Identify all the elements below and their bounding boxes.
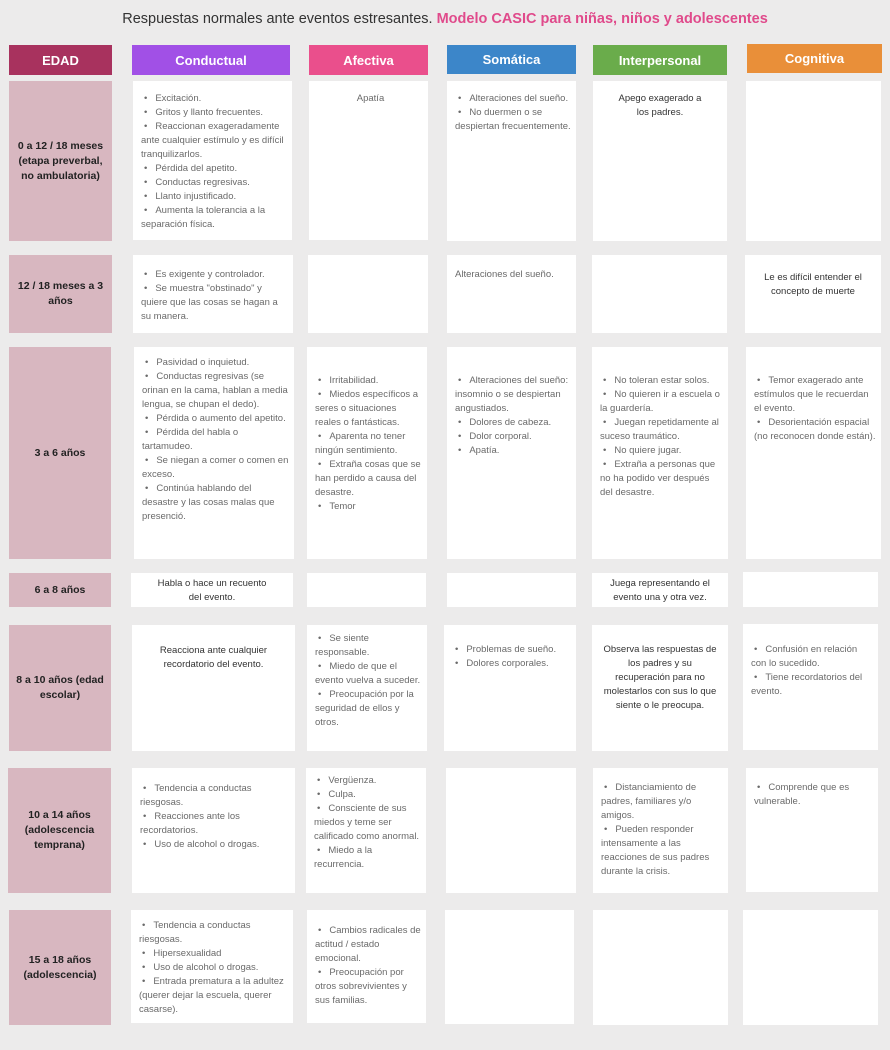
cell-0-conductual xyxy=(133,81,292,240)
header-somatica: Somática xyxy=(447,45,576,74)
list-item: • Pueden responder intensamente a las reacciones de sus padres durante la crisis. xyxy=(601,823,724,879)
list-item: • Continúa hablando del desastre y las cosas malas que presenció. xyxy=(142,482,290,524)
list-item: • Conductas regresivas. xyxy=(141,176,288,190)
list-item: • Conductas regresivas (se orinan en la cama, hablan a media lengua, se chupan el dedo). xyxy=(142,370,290,412)
list-item: • Dolores corporales. xyxy=(452,657,572,671)
list-item: • Distanciamiento de padres, familiares y/o amigos. xyxy=(601,781,724,823)
list-item: • Uso de alcohol o drogas. xyxy=(139,961,289,975)
list-item: • Cambios radicales de actitud / estado emocional. xyxy=(315,924,422,966)
list-2-afectiva xyxy=(315,374,423,514)
cell-2-afectiva xyxy=(307,347,427,559)
list-5-interpersonal xyxy=(601,781,724,879)
list-item: • Culpa. xyxy=(314,788,422,802)
cell-1-cognitiva xyxy=(745,255,881,333)
list-6-conductual xyxy=(139,919,289,1017)
cell-5-cognitiva xyxy=(746,768,878,892)
cell-1-conductual xyxy=(133,255,293,333)
list-item: • Tiene recordatorios del evento. xyxy=(751,671,874,699)
list-item: • Pérdida o aumento del apetito. xyxy=(142,412,290,426)
list-item: • Tendencia a conductas riesgosas. xyxy=(140,782,291,810)
list-item: • Se niegan a comer o comen en exceso. xyxy=(142,454,290,482)
age-3-6-anos: 3 a 6 años xyxy=(9,347,111,559)
list-item: • Hipersexualidad xyxy=(139,947,289,961)
header-afectiva: Afectiva xyxy=(309,45,428,75)
cell-2-conductual xyxy=(134,347,294,559)
list-item: • Extraña a personas que no ha podido ver después del desastre. xyxy=(600,458,724,500)
list-item: • Extraña cosas que se han perdido a causa del desastre. xyxy=(315,458,423,500)
text-4-interpersonal: Observa las respuestas de los padres y su recuperación para no molestarlos con sus lo que siente o le preocupa. xyxy=(603,644,717,711)
cell-6-afectiva xyxy=(307,910,426,1023)
list-item: • No quieren ir a escuela o la guardería. xyxy=(600,388,724,416)
header-conductual: Conductual xyxy=(132,45,290,75)
cell-5-afectiva xyxy=(306,768,426,893)
list-item: • Preocupación por la seguridad de ellos y otros. xyxy=(315,688,423,730)
list-item: • Dolores de cabeza. xyxy=(455,416,572,430)
cell-4-afectiva xyxy=(307,625,427,751)
cell-2-interpersonal xyxy=(592,347,728,559)
cell-4-cognitiva xyxy=(743,624,878,750)
list-item: • Llanto injustificado. xyxy=(141,190,288,204)
cell-1-afectiva xyxy=(308,255,428,333)
cell-3-interpersonal xyxy=(592,573,728,607)
age-6-8-anos: 6 a 8 años xyxy=(9,573,111,607)
list-4-cognitiva xyxy=(751,643,874,699)
list-item: • Aparenta no tener ningún sentimiento. xyxy=(315,430,423,458)
list-item: • No quiere jugar. xyxy=(600,444,724,458)
title-prefix: Respuestas normales ante eventos estresantes. xyxy=(122,11,433,27)
list-item: • Alteraciones del sueño: insomnio o se despiertan angustiados. xyxy=(455,374,572,416)
cell-6-somatica xyxy=(445,910,574,1024)
list-item: • Vergüenza. xyxy=(314,774,422,788)
cell-3-cognitiva xyxy=(743,572,878,607)
list-4-afectiva xyxy=(315,632,423,730)
text-3-interpersonal: Juega representando el evento una y otra vez. xyxy=(610,578,710,603)
list-6-afectiva xyxy=(315,924,422,1008)
age-15-18-anos: 15 a 18 años (adolescencia) xyxy=(9,910,111,1025)
text-3-conductual: Habla o hace un recuento del evento. xyxy=(157,578,267,603)
cell-1-somatica xyxy=(447,255,576,333)
list-item: • Excitación. xyxy=(141,92,288,106)
list-item: • Desorientación espacial (no reconocen donde están). xyxy=(754,416,877,444)
cell-0-afectiva xyxy=(309,81,428,240)
list-item: • Problemas de sueño. xyxy=(452,643,572,657)
list-2-somatica xyxy=(455,374,572,458)
list-item: • Pasividad o inquietud. xyxy=(142,356,290,370)
age-0-12-meses: 0 a 12 / 18 meses (etapa preverbal, no ambulatoria) xyxy=(9,81,112,241)
header-edad: EDAD xyxy=(9,45,112,75)
age-8-10-anos: 8 a 10 años (edad escolar) xyxy=(9,625,111,751)
text-1-cognitiva: Le es difícil entender el concepto de muerte xyxy=(764,272,862,297)
cell-0-somatica xyxy=(447,81,576,241)
cell-3-afectiva xyxy=(307,573,426,607)
list-item: • Pérdida del habla o tartamudeo. xyxy=(142,426,290,454)
list-item: • Irritabilidad. xyxy=(315,374,423,388)
list-item: • Confusión en relación con lo sucedido. xyxy=(751,643,874,671)
header-cognitiva: Cognitiva xyxy=(747,44,882,73)
list-item: • Temor exagerado ante estímulos que le recuerdan el evento. xyxy=(754,374,877,416)
list-item: • Miedos específicos a seres o situaciones reales o fantásticas. xyxy=(315,388,423,430)
cell-5-somatica xyxy=(446,768,576,893)
list-item: • Uso de alcohol o drogas. xyxy=(140,838,291,852)
list-item: • Tendencia a conductas riesgosas. xyxy=(139,919,289,947)
cell-5-interpersonal xyxy=(593,768,728,893)
list-0-conductual xyxy=(141,92,288,232)
list-item: • Es exigente y controlador. xyxy=(141,268,289,282)
title-accent: Modelo CASIC para niñas, niños y adolescentes xyxy=(436,11,768,27)
text-0-interpersonal: Apego exagerado a los padres. xyxy=(618,93,702,118)
list-item: • Entrada prematura a la adultez (querer dejar la escuela, querer casarse). xyxy=(139,975,289,1017)
cell-3-somatica xyxy=(447,573,576,607)
cell-0-cognitiva xyxy=(746,81,881,241)
list-5-afectiva xyxy=(314,774,422,872)
text-1-somatica: Alteraciones del sueño. xyxy=(455,269,554,280)
cell-6-cognitiva xyxy=(743,910,878,1025)
list-item: • Juegan repetidamente al suceso traumático. xyxy=(600,416,724,444)
age-12-meses-3-anos: 12 / 18 meses a 3 años xyxy=(9,255,112,333)
header-interpersonal: Interpersonal xyxy=(593,45,727,75)
list-item: • Se siente responsable. xyxy=(315,632,423,660)
list-item: • Gritos y llanto frecuentes. xyxy=(141,106,288,120)
list-0-somatica xyxy=(455,92,572,134)
cell-6-conductual xyxy=(131,910,293,1023)
page-title xyxy=(0,11,890,27)
cell-1-interpersonal xyxy=(592,255,727,333)
list-item: • Pérdida del apetito. xyxy=(141,162,288,176)
cell-2-cognitiva xyxy=(746,347,881,559)
list-item: • Comprende que es vulnerable. xyxy=(754,781,874,809)
text-0-afectiva: Apatía xyxy=(356,93,385,104)
list-item: • Consciente de sus miedos y teme ser calificado como anormal. xyxy=(314,802,422,844)
text-4-conductual: Reacciona ante cualquier recordatorio del evento. xyxy=(159,645,268,670)
list-2-cognitiva xyxy=(754,374,877,444)
list-1-conductual xyxy=(141,268,289,324)
list-item: • Miedo a la recurrencia. xyxy=(314,844,422,872)
list-item: • Alteraciones del sueño. xyxy=(455,92,572,106)
cell-4-interpersonal xyxy=(592,625,728,751)
cell-4-somatica xyxy=(444,625,576,751)
cell-6-interpersonal xyxy=(593,910,728,1025)
list-item: • No toleran estar solos. xyxy=(600,374,724,388)
list-2-conductual xyxy=(142,356,290,524)
cell-4-conductual xyxy=(132,625,295,751)
age-10-14-anos: 10 a 14 años (adolescencia temprana) xyxy=(8,768,111,893)
cell-3-conductual xyxy=(131,573,293,607)
list-5-cognitiva xyxy=(754,781,874,809)
list-item: • Apatía. xyxy=(455,444,572,458)
list-item: • Preocupación por otros sobrevivientes y sus familias. xyxy=(315,966,422,1008)
list-4-somatica xyxy=(452,643,572,671)
list-2-interpersonal xyxy=(600,374,724,500)
list-item: • Se muestra "obstinado" y quiere que las cosas se hagan a su manera. xyxy=(141,282,289,324)
cell-5-conductual xyxy=(132,768,295,893)
list-item: • Aumenta la tolerancia a la separación física. xyxy=(141,204,288,232)
list-item: • No duermen o se despiertan frecuentemente. xyxy=(455,106,572,134)
cell-2-somatica xyxy=(447,347,576,559)
list-item: • Temor xyxy=(315,500,423,514)
list-item: • Dolor corporal. xyxy=(455,430,572,444)
list-5-conductual xyxy=(140,782,291,852)
list-item: • Reaccionan exageradamente ante cualquier estímulo y es difícil tranquilizarlos. xyxy=(141,120,288,162)
list-item: • Reacciones ante los recordatorios. xyxy=(140,810,291,838)
list-item: • Miedo de que el evento vuelva a suceder. xyxy=(315,660,423,688)
cell-0-interpersonal xyxy=(593,81,727,241)
